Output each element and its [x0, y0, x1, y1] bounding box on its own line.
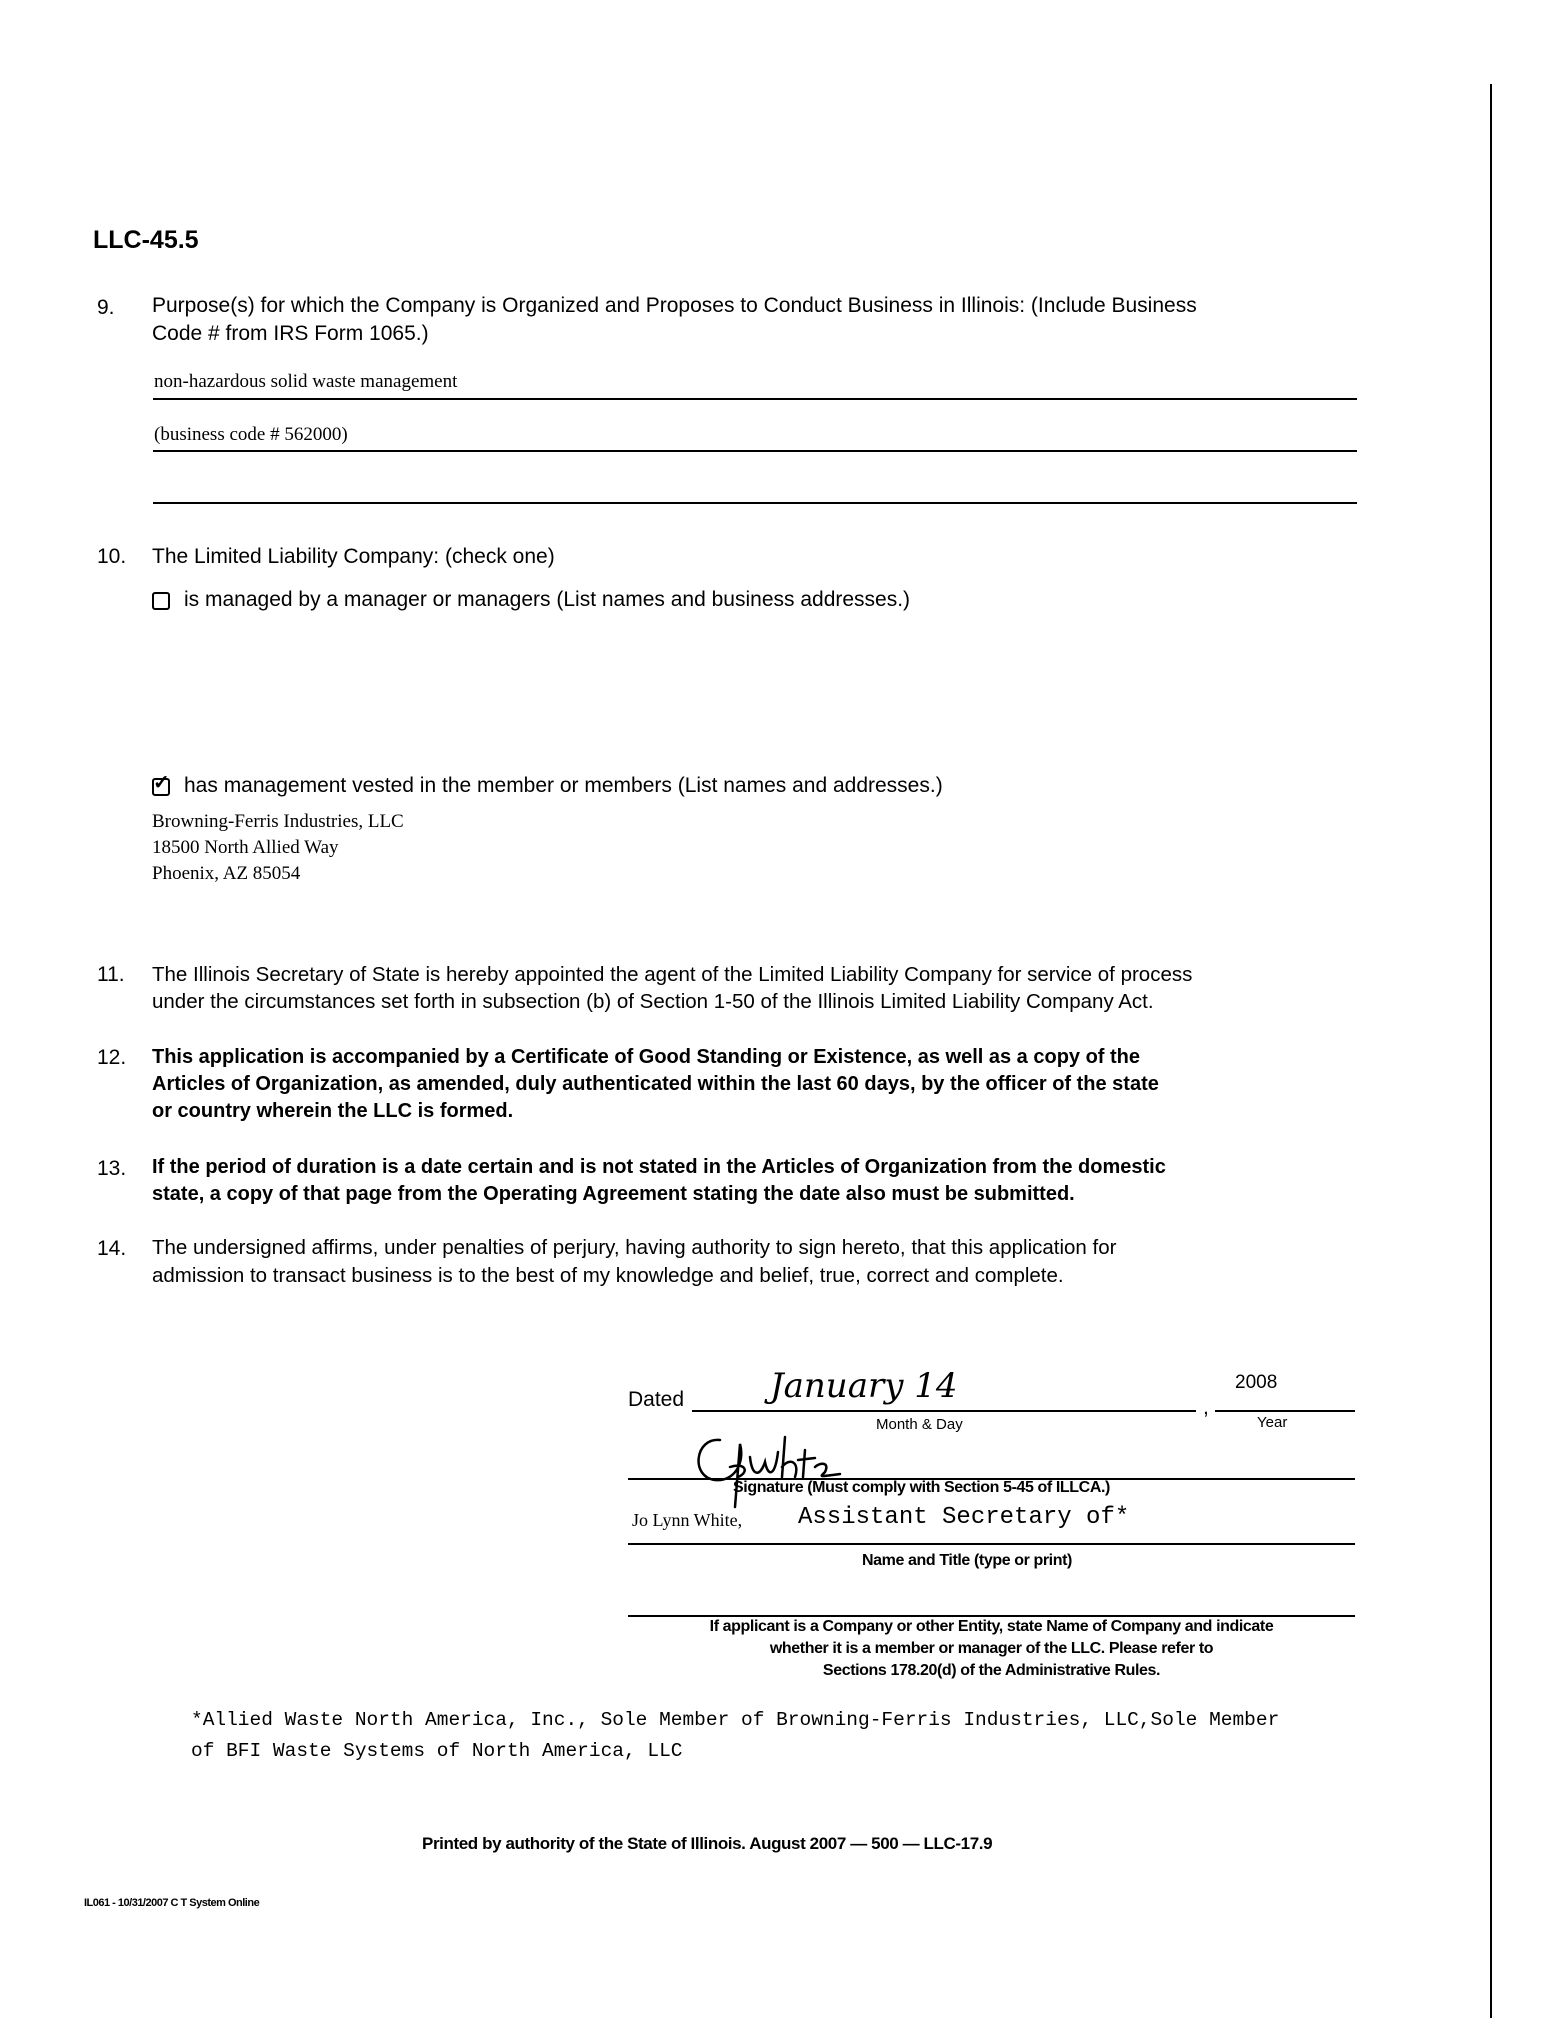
- check-mark-icon: ✓: [153, 772, 170, 794]
- item12-text-2: Articles of Organization, as amended, duly authenticated within the last 60 days, by the officer of the state: [152, 1073, 1159, 1095]
- month-day-field[interactable]: January 14: [770, 1366, 958, 1406]
- signature-drawing: [690, 1432, 890, 1512]
- comma: ,: [1203, 1396, 1209, 1419]
- member-option-label: has management vested in the member or members (List names and addresses.): [184, 774, 943, 797]
- member-line-3: Phoenix, AZ 85054: [152, 863, 301, 884]
- answer-line: [153, 398, 1357, 400]
- item13-text-2: state, a copy of that page from the Operating Agreement stating the date also must be submitted.: [152, 1183, 1075, 1205]
- item14-number: 14.: [97, 1237, 127, 1260]
- item11-text-1: The Illinois Secretary of State is hereby appointed the agent of the Limited Liability Company for service of process: [152, 963, 1193, 986]
- printed-by: Printed by authority of the State of Illinois. August 2007 — 500 — LLC-17.9: [422, 1834, 993, 1853]
- dated-label: Dated: [628, 1388, 685, 1411]
- item9-answer-1: non-hazardous solid waste management: [154, 371, 458, 392]
- company-caption-1: If applicant is a Company or other Entity, state Name of Company and indicate: [709, 1618, 1274, 1635]
- system-stamp: IL061 - 10/31/2007 C T System Online: [84, 1897, 260, 1909]
- name-title-line: [628, 1543, 1355, 1545]
- answer-line: [153, 450, 1357, 452]
- item9-number: 9.: [97, 296, 115, 319]
- item14-text-1: The undersigned affirms, under penalties of perjury, having authority to sign hereto, that this application for: [152, 1236, 1117, 1259]
- item13-number: 13.: [97, 1157, 127, 1180]
- name-title-caption: Name and Title (type or print): [862, 1552, 1072, 1569]
- item11-number: 11.: [97, 963, 125, 986]
- item14-text-2: admission to transact business is to the best of my knowledge and belief, true, correct and complete.: [152, 1264, 1064, 1287]
- form-id: LLC-45.5: [93, 226, 199, 254]
- year-caption: Year: [1257, 1414, 1288, 1431]
- manager-checkbox[interactable]: [152, 592, 170, 610]
- month-day-line: [692, 1410, 1196, 1412]
- manager-option-label: is managed by a manager or managers (List names and business addresses.): [184, 588, 911, 611]
- item13-text-1: If the period of duration is a date certain and is not stated in the Articles of Organization from the domestic: [152, 1156, 1166, 1178]
- company-line: [628, 1615, 1355, 1617]
- item12-number: 12.: [97, 1046, 127, 1069]
- company-caption-3: Sections 178.20(d) of the Administrative Rules.: [822, 1662, 1161, 1679]
- item10-label: The Limited Liability Company: (check one): [152, 545, 555, 568]
- year-line: [1215, 1410, 1355, 1412]
- item12-text-1: This application is accompanied by a Certificate of Good Standing or Existence, as well as a copy of the: [152, 1046, 1141, 1068]
- answer-line: [153, 502, 1357, 504]
- scan-border: [1490, 84, 1492, 2018]
- item9-text-1: Purpose(s) for which the Company is Organized and Proposes to Conduct Business in Illinois: (Include Business: [152, 294, 1197, 317]
- footnote-2: of BFI Waste Systems of North America, LLC: [191, 1740, 683, 1762]
- item10-number: 10.: [97, 545, 127, 568]
- member-line-1: Browning-Ferris Industries, LLC: [152, 811, 404, 832]
- item11-text-2: under the circumstances set forth in subsection (b) of Section 1-50 of the Illinois Limited Liability Company Act.: [152, 990, 1154, 1013]
- footnote-1: *Allied Waste North America, Inc., Sole Member of Browning-Ferris Industries, LLC,Sole Member: [191, 1709, 1280, 1731]
- signer-title: Assistant Secretary of*: [798, 1504, 1130, 1531]
- year-field[interactable]: 2008: [1235, 1372, 1278, 1393]
- item9-answer-2: (business code # 562000): [154, 424, 348, 445]
- member-line-2: 18500 North Allied Way: [152, 837, 339, 858]
- signature-caption: Signature (Must comply with Section 5-45 of ILLCA.): [733, 1479, 1110, 1496]
- member-checkbox[interactable]: [152, 772, 170, 796]
- month-day-caption: Month & Day: [876, 1416, 963, 1433]
- signer-name: Jo Lynn White,: [632, 1510, 743, 1530]
- company-caption-2: whether it is a member or manager of the LLC. Please refer to: [769, 1640, 1214, 1657]
- item12-text-3: or country wherein the LLC is formed.: [152, 1100, 514, 1122]
- item9-text-2: Code # from IRS Form 1065.): [152, 322, 429, 345]
